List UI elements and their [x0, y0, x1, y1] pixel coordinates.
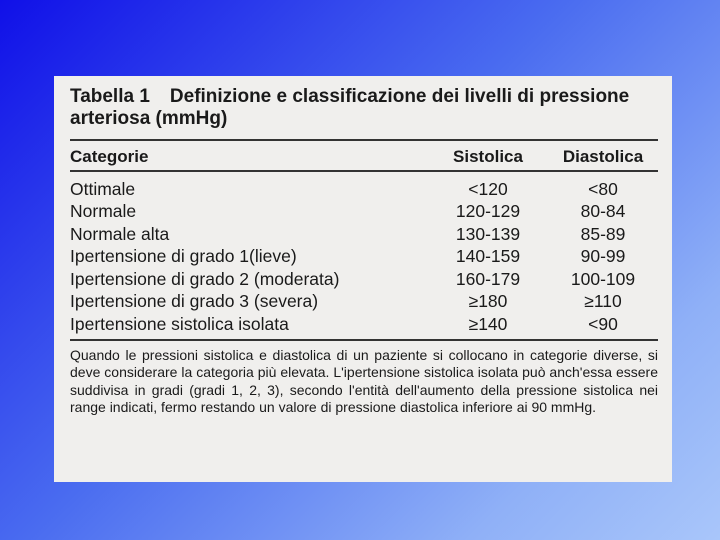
row-category: Ipertensione sistolica isolata — [70, 313, 289, 334]
row-diastolic: 80-84 — [580, 201, 626, 222]
table-row — [70, 178, 658, 201]
row-diastolic: 85-89 — [580, 223, 626, 244]
table-title-text: Definizione e classificazione dei livelli di pressione arteriosa (mmHg) — [70, 86, 630, 129]
table-row — [70, 313, 658, 336]
table-card — [54, 76, 672, 482]
table-row — [70, 268, 658, 291]
row-diastolic: 90-99 — [580, 246, 626, 267]
row-category: Normale — [70, 201, 137, 222]
row-diastolic: <80 — [588, 178, 618, 199]
table-title — [70, 86, 658, 130]
row-systolic: 130-139 — [455, 223, 521, 244]
row-category: Ipertensione di grado 2 (moderata) — [70, 268, 340, 289]
table-footnote: Quando le pressioni sistolica e diastolica di un paziente si collocano in categorie diverse, si deve considerare la categoria più elevata. L'ipertensione sistolica isolata può anch'essa essere suddivisa in gradi (gradi 1, 2, 3), secondo l'entità dell'aumento della pressione sistolica nei range indicati, fermo restando un valore di pressione diastolica inferiore ai 90 mmHg. — [70, 346, 658, 415]
row-systolic: 140-159 — [455, 246, 521, 267]
row-systolic: ≥180 — [468, 291, 508, 312]
row-systolic: 120-129 — [455, 201, 521, 222]
table-header — [70, 141, 658, 172]
header-category: Categorie — [70, 147, 149, 166]
header-systolic: Sistolica — [453, 147, 523, 166]
table-row — [70, 246, 658, 269]
divider — [70, 339, 658, 341]
row-diastolic: 100-109 — [570, 268, 636, 289]
row-diastolic: <90 — [588, 313, 618, 334]
row-category: Ipertensione di grado 3 (severa) — [70, 291, 319, 312]
table-number: Tabella 1 — [70, 86, 150, 107]
row-diastolic: ≥110 — [584, 291, 622, 312]
row-category: Ipertensione di grado 1(lieve) — [70, 246, 297, 267]
table-row — [70, 223, 658, 246]
table-row — [70, 291, 658, 314]
table-row — [70, 201, 658, 224]
row-category: Normale alta — [70, 223, 170, 244]
row-systolic: ≥140 — [468, 313, 508, 334]
row-systolic: <120 — [468, 178, 508, 199]
row-category: Ottimale — [70, 178, 136, 199]
table-body — [70, 178, 658, 336]
row-systolic: 160-179 — [455, 268, 521, 289]
header-diastolic: Diastolica — [562, 147, 644, 166]
